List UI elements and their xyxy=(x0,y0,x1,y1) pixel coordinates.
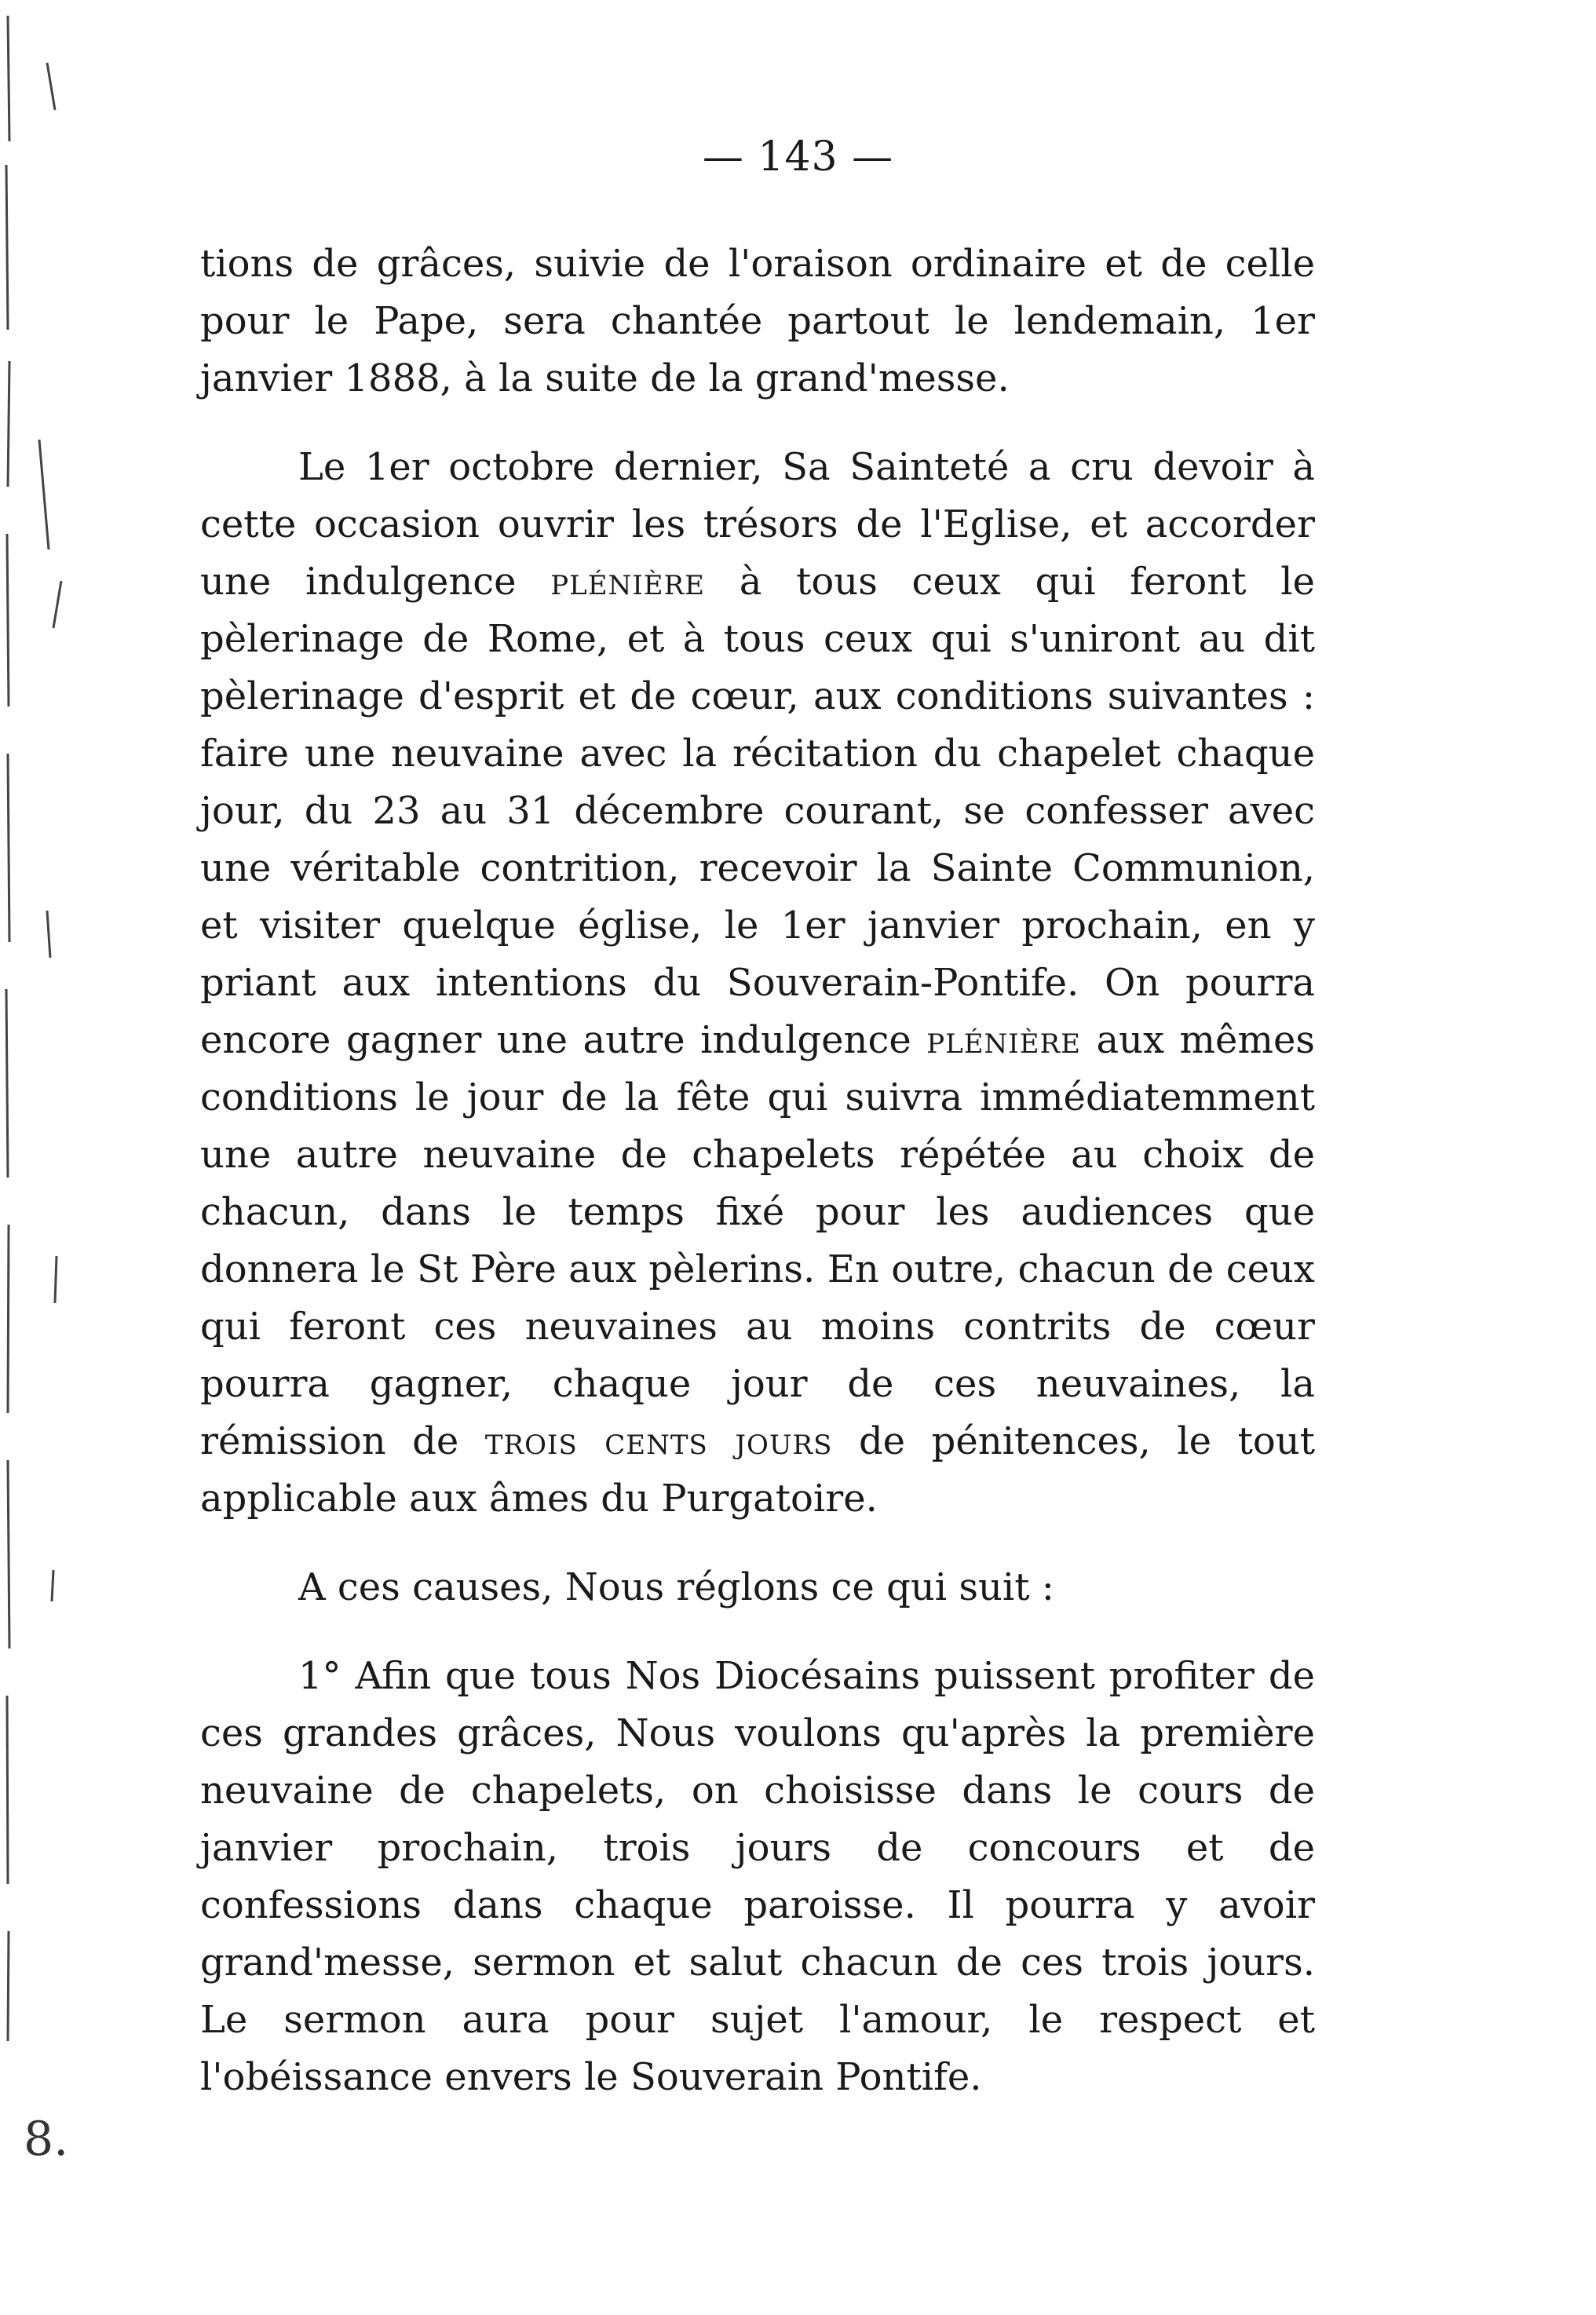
page-number: — 143 — xyxy=(702,133,894,181)
paragraph-2-part-g: de pénitences, le tout applicable aux âmes du Purgatoire. xyxy=(200,1419,1316,1521)
body-text xyxy=(200,236,1315,2138)
three-hundred-days-term: trois cents jours xyxy=(484,1419,833,1463)
paragraph-3: A ces causes, Nous réglons ce qui suit : xyxy=(298,1565,1054,1609)
plenary-indulgence-term-1: plénière xyxy=(550,560,705,604)
paragraph-2-part-a: Le 1er octobre dernier, Sa Sainteté a cru devoir à cette occasion ouvrir les trésors de l'Eglise, et accorder une indulgence xyxy=(200,445,1315,604)
binding-edge-marks xyxy=(0,0,71,2315)
paragraph-2-part-c: à tous ceux qui feront le pèlerinage de Rome, et à tous ceux qui s'uniront au dit pèlerinage d'esprit et de cœur, aux conditions suivantes : faire une neuvaine avec la récitation du chapelet chaque jour, du 23 au 31 décembre courant, se confesser avec une véritable contrition, recevoir la Sainte Communion, et visiter quelque église, le 1er janvier prochain, en y priant aux intentions du Souverain-Pontife. On pourra encore gagner une autre indulgence xyxy=(200,560,1315,1062)
paragraph-2 xyxy=(200,439,1315,1528)
plenary-indulgence-term-2: plénière xyxy=(926,1018,1081,1062)
corner-mark: 8. xyxy=(24,2112,69,2167)
paragraph-2-part-e: aux mêmes conditions le jour de la fête qui suivra immédiatemment une autre neuvaine de chapelets répétée au choix de chacun, dans le temps fixé pour les audiences que donnera le St Père aux pèlerins. En outre, chacun de ceux qui feront ces neuvaines au moins contrits de cœur pourra gagner, chaque jour de ces neuvaines, la rémission de xyxy=(200,1018,1316,1463)
paragraph-4: 1° Afin que tous Nos Diocésains puissent profiter de ces grandes grâces, Nous voulons qu'après la première neuvaine de chapelets, on choisisse dans le cours de janvier prochain, trois jours de concours et de confessions dans chaque paroisse. Il pourra y avoir grand'messe, sermon et salut chacun de ces trois jours. Le sermon aura pour sujet l'amour, le respect et l'obéissance envers le Souverain Pontife. xyxy=(200,1654,1315,2099)
paragraph-1: tions de grâces, suivie de l'oraison ordinaire et de celle pour le Pape, sera chantée partout le lendemain, 1er janvier 1888, à la suite de la grand'messe. xyxy=(200,242,1315,400)
